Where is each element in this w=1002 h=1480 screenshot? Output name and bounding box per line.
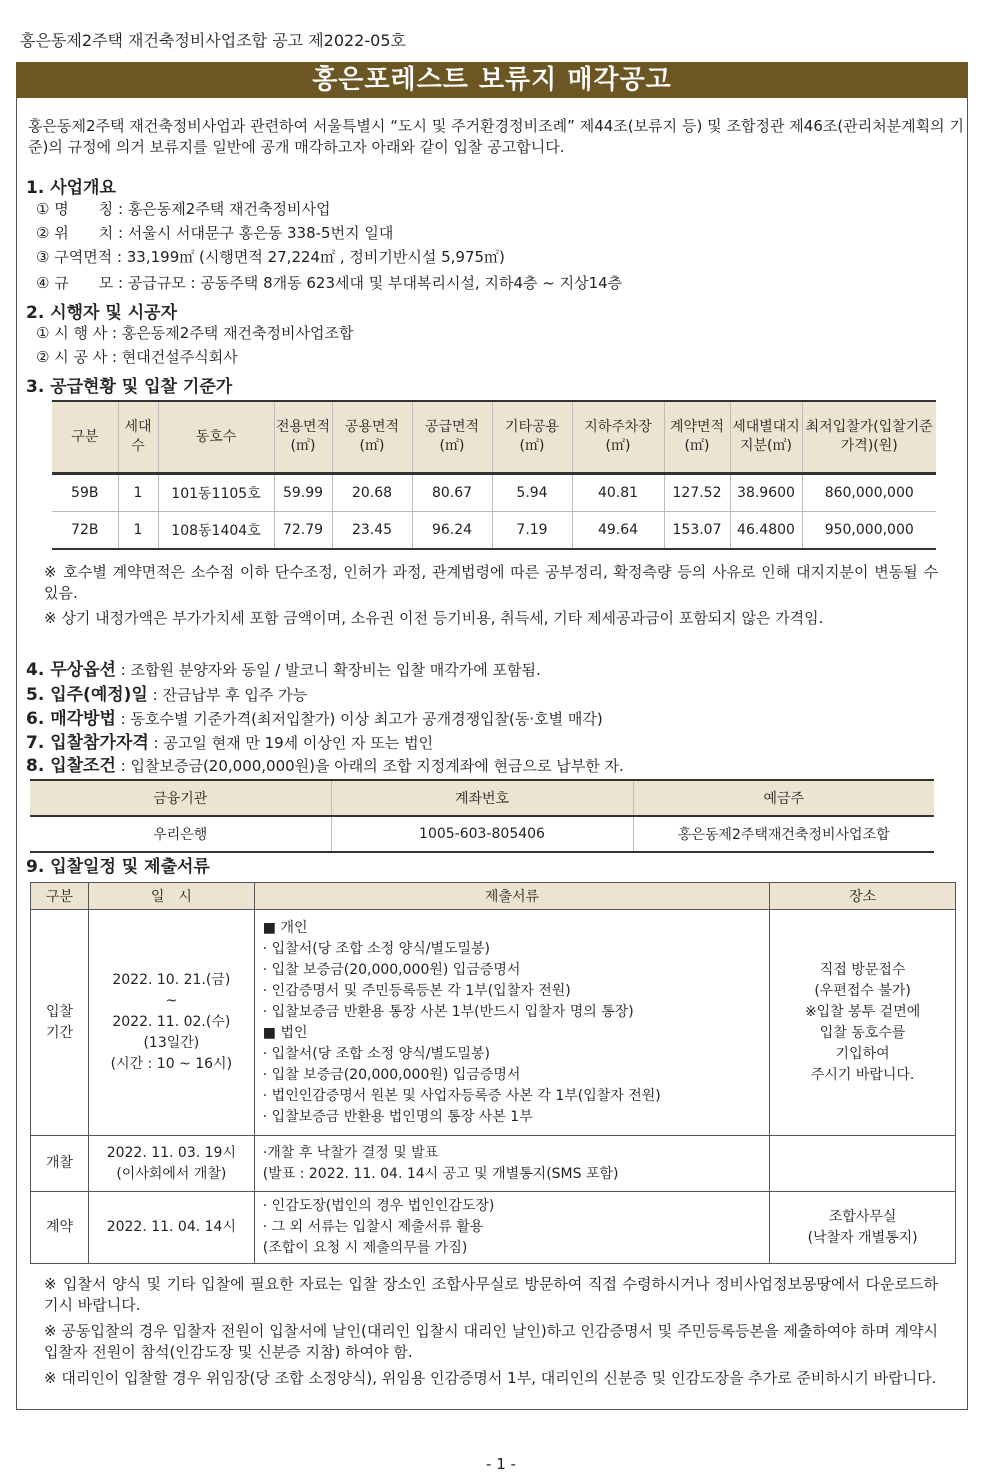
cell: 108동1404호 <box>158 512 274 550</box>
th-place: 장소 <box>770 883 956 910</box>
section-6 <box>26 704 603 729</box>
cell: 1 <box>118 474 158 512</box>
bid-date: 2022. 10. 21.(금) ~ 2022. 11. 02.(수) (13일간) (시간 : 10 ~ 16시) <box>88 910 254 1136</box>
intro-paragraph: 홍은동제2주택 재건축정비사업과 관련하여 서울특별시 “도시 및 주거환경정비조례” 제44조(보류지 등) 및 조합정관 제46조(관리처분계획의 기준)의 규정에 의거 보류지를 일반에 공개 매각하고자 아래와 같이 입찰 공고합니다. <box>28 117 964 156</box>
section-2-heading: 2. 시행자 및 시공자 <box>26 303 177 323</box>
open-date: 2022. 11. 03. 19시 (이사회에서 개찰) <box>88 1136 254 1192</box>
cell: 1 <box>118 512 158 550</box>
cell: 72.79 <box>274 512 332 550</box>
cell: 40.81 <box>572 474 664 512</box>
notice-number: 홍은동제2주택 재건축정비사업조합 공고 제2022-05호 <box>20 31 406 50</box>
th-common-area: 공용면적(㎡) <box>332 401 412 474</box>
th-bank: 금융기관 <box>30 780 331 816</box>
section-1-heading: 1. 사업개요 <box>26 178 116 198</box>
cell: 127.52 <box>664 474 730 512</box>
section-4-text: : 조합원 분양자와 동일 / 발코니 확장비는 입찰 매각가에 포함됨. <box>115 661 541 679</box>
supply-table-header <box>52 401 936 474</box>
cell: 59.99 <box>274 474 332 512</box>
section-5-heading: 5. 입주(예정)일 <box>26 685 148 705</box>
section-5 <box>26 680 307 705</box>
page-number: - 1 - <box>486 1455 516 1473</box>
th-supply-area: 공급면적(㎡) <box>412 401 492 474</box>
cell: 23.45 <box>332 512 412 550</box>
s9-note-joint: ※ 공동입찰의 경우 입찰자 전원이 입찰서에 날인(대리인 입찰시 대리인 날인)하고 인감증명서 및 주민등록등본을 제출하여야 하며 계약시 입찰자 전원이 참석(인감도장 및 신분증 지참) 하여야 함. <box>44 1322 938 1361</box>
cell: 20.68 <box>332 474 412 512</box>
th-parking: 지하주차장(㎡) <box>572 401 664 474</box>
section-7-text: : 공고일 현재 만 19세 이상인 자 또는 법인 <box>148 734 434 752</box>
th-category: 구분 <box>31 883 89 910</box>
section-8-text: : 입찰보증금(20,000,000원)을 아래의 조합 지정계좌에 현금으로 납부한 자. <box>115 757 624 775</box>
s1-item-location: ② 위 치 : 서울시 서대문구 홍은동 338-5번지 일대 <box>36 224 394 242</box>
section-8-heading: 8. 입찰조건 <box>26 756 116 776</box>
th-documents: 제출서류 <box>254 883 769 910</box>
th-contract-area: 계약면적(㎡) <box>664 401 730 474</box>
section-7 <box>26 728 433 753</box>
section-6-text: : 동호수별 기준가격(최저입찰가) 이상 최고가 공개경쟁입찰(동·호별 매각) <box>115 710 603 728</box>
page-title: 홍은포레스트 보류지 매각공고 <box>16 62 968 98</box>
cell: 7.19 <box>492 512 572 550</box>
th-account-no: 계좌번호 <box>331 780 633 816</box>
open-docs: ·개찰 후 낙찰가 결정 및 발표 (발표 : 2022. 11. 04. 14시 공고 및 개별통지(SMS 포함) <box>254 1136 769 1192</box>
section-6-heading: 6. 매각방법 <box>26 709 116 729</box>
section-7-heading: 7. 입찰참가자격 <box>26 733 149 753</box>
table-row <box>31 910 956 1136</box>
account-table <box>30 779 934 853</box>
cell: 59B <box>52 474 118 512</box>
cell: 38.9600 <box>730 474 802 512</box>
th-unit-no: 동호수 <box>158 401 274 474</box>
bid-docs: ■ 개인 · 입찰서(당 조합 소정 양식/별도밀봉) · 입찰 보증금(20,000,000원) 입금증명서 · 인감증명서 및 주민등록등본 각 1부(입찰자 전원) · 입찰보증금 반환용 통장 사본 1부(반드시 입찰자 명의 통장) ■ 법인 · 입찰서(당 조합 소정 양식/별도밀봉) · 입찰 보증금(20,000,000원) 입금증명서 · 법인인감증명서 원본 및 사업자등록증 사본 각 1부(입찰자 전원) · 입찰보증금 반환용 법인명의 통장 사본 1부 <box>254 910 769 1136</box>
section-9-heading: 9. 입찰일정 및 제출서류 <box>26 857 210 877</box>
s1-item-name: ① 명 칭 : 홍은동제2주택 재건축정비사업 <box>36 200 331 218</box>
cell: 860,000,000 <box>802 474 936 512</box>
cell: 153.07 <box>664 512 730 550</box>
th-land-share: 세대별대지지분(㎡) <box>730 401 802 474</box>
supply-table <box>52 400 936 550</box>
contract-label: 계약 <box>31 1192 89 1264</box>
section-3-heading: 3. 공급현황 및 입찰 기준가 <box>26 377 233 397</box>
table-row <box>52 474 936 512</box>
s2-item-contractor: ② 시 공 사 : 현대건설주식회사 <box>36 348 238 366</box>
th-units: 세대수 <box>118 401 158 474</box>
th-min-price: 최저입찰가(입찰기준가격)(원) <box>802 401 936 474</box>
th-type: 구분 <box>52 401 118 474</box>
account-number: 1005-603-805406 <box>331 816 633 852</box>
section-8 <box>26 751 624 776</box>
th-other-common: 기타공용(㎡) <box>492 401 572 474</box>
cell: 96.24 <box>412 512 492 550</box>
s9-note-forms: ※ 입찰서 양식 및 기타 입찰에 필요한 자료는 입찰 장소인 조합사무실로 방문하여 직접 수령하시거나 정비사업정보몽땅에서 다운로드하기시 바랍니다. <box>44 1275 938 1314</box>
open-label: 개찰 <box>31 1136 89 1192</box>
section-5-text: : 잔금납부 후 입주 가능 <box>147 686 308 704</box>
cell: 46.4800 <box>730 512 802 550</box>
open-place <box>770 1136 956 1192</box>
table-row <box>31 1192 956 1264</box>
cell: 101동1105호 <box>158 474 274 512</box>
table-row <box>31 1136 956 1192</box>
bid-label: 입찰 기간 <box>31 910 89 1136</box>
contract-docs: · 인감도장(법인의 경우 법인인감도장) · 그 외 서류는 입찰시 제출서류 활용 (조합이 요청 시 제출의무를 가짐) <box>254 1192 769 1264</box>
s1-item-area: ③ 구역면적 : 33,199㎡ (시행면적 27,224㎡ , 정비기반시설 5,975㎡) <box>36 248 505 266</box>
table-row <box>52 512 936 550</box>
contract-date: 2022. 11. 04. 14시 <box>88 1192 254 1264</box>
s2-item-developer: ① 시 행 사 : 홍은동제2주택 재건축정비사업조합 <box>36 324 354 342</box>
cell: 72B <box>52 512 118 550</box>
s1-item-scale: ④ 규 모 : 공급규모 : 공동주택 8개동 623세대 및 부대복리시설, 지하4층 ~ 지상14층 <box>36 274 623 292</box>
section-4 <box>26 655 541 680</box>
s3-note-price: ※ 상기 내정가액은 부가가치세 포함 금액이며, 소유권 이전 등기비용, 취득세, 기타 제세공과금이 포함되지 않은 가격임. <box>44 609 824 627</box>
th-exclusive-area: 전용면적(㎡) <box>274 401 332 474</box>
bank-name: 우리은행 <box>30 816 331 852</box>
contract-place: 조합사무실 (낙찰자 개별통지) <box>770 1192 956 1264</box>
cell: 80.67 <box>412 474 492 512</box>
bid-place: 직접 방문접수 (우편접수 불가) ※입찰 봉투 겉면에 입찰 동호수를 기입하여 주시기 바랍니다. <box>770 910 956 1136</box>
s9-note-agent: ※ 대리인이 입찰할 경우 위임장(당 조합 소정양식), 위임용 인감증명서 1부, 대리인의 신분증 및 인감도장을 추가로 준비하시기 바랍니다. <box>44 1369 937 1387</box>
schedule-table <box>30 882 956 1264</box>
section-4-heading: 4. 무상옵션 <box>26 660 116 680</box>
cell: 49.64 <box>572 512 664 550</box>
cell: 5.94 <box>492 474 572 512</box>
cell: 950,000,000 <box>802 512 936 550</box>
th-holder: 예금주 <box>633 780 934 816</box>
account-table-header <box>30 780 934 816</box>
schedule-table-header <box>31 883 956 910</box>
table-row <box>30 816 934 852</box>
s3-note-area: ※ 호수별 계약면적은 소수점 이하 단수조정, 인허가 과정, 관계법령에 따른 공부정리, 확정측량 등의 사유로 인해 대지지분이 변동될 수 있음. <box>44 563 938 602</box>
th-datetime: 일 시 <box>88 883 254 910</box>
account-holder: 홍은동제2주택재건축정비사업조합 <box>633 816 934 852</box>
